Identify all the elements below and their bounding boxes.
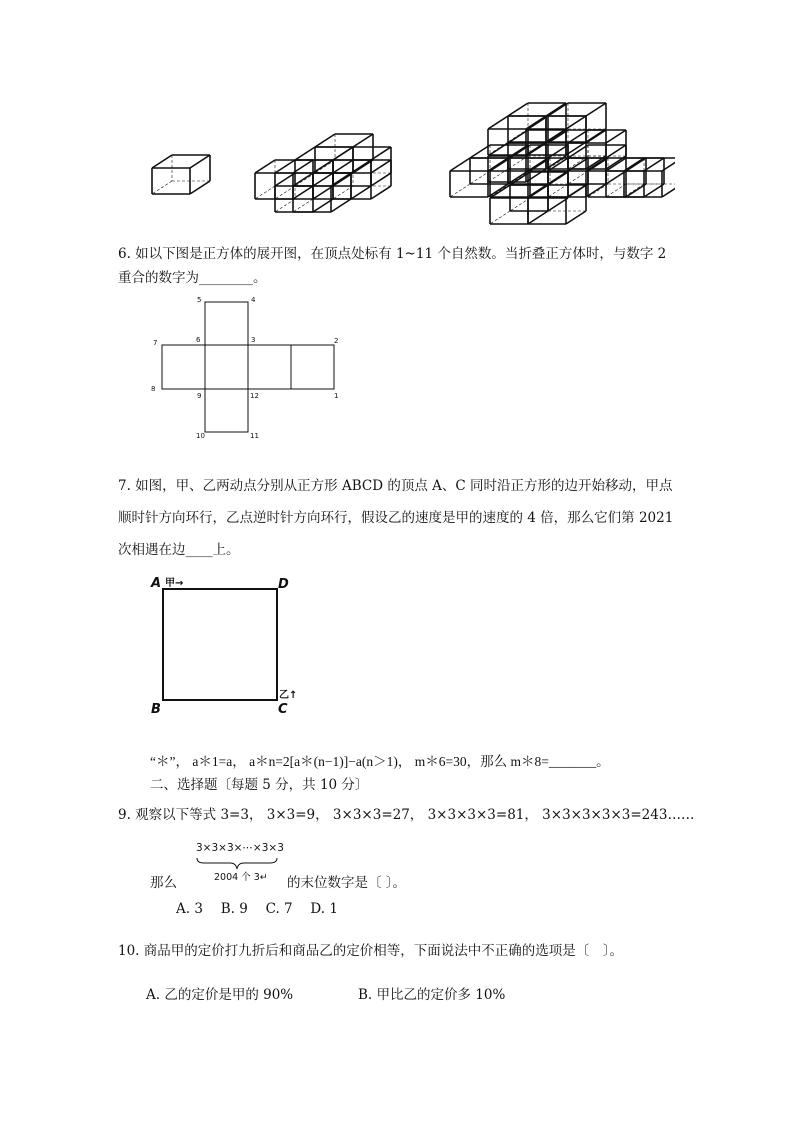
question-10-line: 10. 商品甲的定价打九折后和商品乙的定价相等，下面说法中不正确的选项是〔 〕。 <box>118 943 624 959</box>
question-6-line-1: 6. 如以下图是正方体的展开图，在顶点处标有 1~11 个自然数。当折叠正方体时，与数字 2 <box>118 246 667 262</box>
yi-arrow-label: 乙↑ <box>279 690 298 701</box>
stack-3-cube <box>624 158 675 197</box>
net-face-center <box>205 345 248 389</box>
vertex-a-label: A <box>151 576 162 591</box>
vertex-d-label: D <box>278 577 289 592</box>
cube-net-diagram <box>145 292 350 442</box>
section-2-title: 二、选择题〔每题 5 分，共 10 分〕 <box>150 777 369 793</box>
question-7-line-3: 次相遇在边____上。 <box>118 542 240 558</box>
question-9-suffix: 的末位数字是〔 〕。 <box>287 875 407 891</box>
square-abcd <box>163 589 277 700</box>
square-abcd-diagram <box>145 570 305 715</box>
net-label-2: 2 <box>334 337 339 345</box>
cube-stacks-figure <box>145 100 675 235</box>
question-10-option-b: B. 甲比乙的定价多 10% <box>358 987 506 1003</box>
question-9-options: A. 3 B. 9 C. 7 D. 1 <box>176 901 338 917</box>
stack-3-cube <box>488 143 546 182</box>
net-label-6: 6 <box>196 336 201 344</box>
net-label-9: 9 <box>197 392 202 400</box>
net-label-12: 12 <box>250 392 259 400</box>
vertex-c-label: C <box>278 702 288 715</box>
stack-1-cube <box>152 155 210 194</box>
brace-top-expression: 3×3×3×⋯×3×3 <box>196 842 284 854</box>
net-label-4: 4 <box>251 296 256 304</box>
net-face-far-right <box>291 345 334 389</box>
net-label-5: 5 <box>197 296 202 304</box>
question-9-line: 9. 观察以下等式 3=3， 3×3=9， 3×3×3=27， 3×3×3×3=81， 3×3×3×3×3=243…… <box>118 807 695 823</box>
jia-arrow-label: 甲→ <box>165 578 184 589</box>
vertex-b-label: B <box>151 702 161 715</box>
question-9-prefix: 那么 <box>150 875 177 891</box>
net-label-7: 7 <box>153 339 158 347</box>
net-label-1: 1 <box>334 392 339 400</box>
question-8-line: “＊”， a＊1=a， a＊n=2[a＊(n−1)]−a(n＞1)， m＊6=30，那么 m＊8=_______。 <box>150 754 610 769</box>
net-face-bottom <box>205 389 248 432</box>
net-label-8: 8 <box>151 385 156 393</box>
net-face-left <box>162 345 205 389</box>
net-label-3: 3 <box>251 336 256 344</box>
question-7-line-1: 7. 如图，甲、乙两动点分别从正方形 ABCD 的顶点 A、C 同时沿正方形的边开始移动，甲点 <box>118 478 673 494</box>
net-face-top <box>205 302 248 345</box>
net-face-right <box>248 345 291 389</box>
question-10-option-a: A. 乙的定价是甲的 90% <box>146 987 294 1003</box>
brace-bottom-count: 2004 个 3↵ <box>214 872 268 883</box>
net-label-10: 10 <box>196 432 205 440</box>
question-7-line-2: 顺时针方向环行，乙点逆时针方向环行，假设乙的速度是甲的速度的 4 倍，那么它们第 2021 <box>118 510 674 526</box>
net-label-11: 11 <box>250 432 259 440</box>
question-6-line-2: 重合的数字为________。 <box>118 270 267 286</box>
